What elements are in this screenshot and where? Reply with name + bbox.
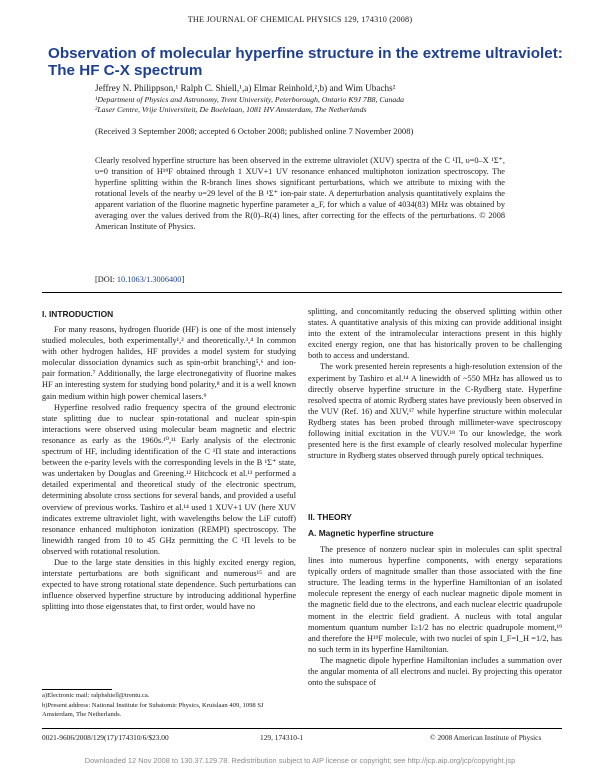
intro-paragraph-4: splitting, and concomitantly reducing the observed splitting within other states. A quantitative analysis of this mixing can provide additional insight into the extent of the intramolecular interactions present in this highly excited energy region, one that has historically proven to be challenging both to access and understand. bbox=[308, 307, 562, 361]
footer-divider bbox=[42, 728, 562, 729]
subsection-heading-hyperfine: A. Magnetic hyperfine structure bbox=[308, 528, 434, 538]
footnote-divider bbox=[42, 689, 112, 690]
doi-open: [DOI: bbox=[95, 275, 117, 284]
section-heading-theory: II. THEORY bbox=[308, 512, 352, 522]
left-column bbox=[42, 324, 296, 612]
section-heading-introduction: I. INTRODUCTION bbox=[42, 309, 114, 319]
affiliation-2: ²Laser Centre, Vrije Universiteit, De Boelelaan, 1081 HV Amsterdam, The Netherlands bbox=[95, 105, 367, 114]
header-divider bbox=[42, 292, 562, 293]
theory-paragraph-2: The magnetic dipole hyperfine Hamiltonian includes a summation over the angular momenta of all electrons and nuclei. By projecting this operator onto the subspace of bbox=[308, 655, 562, 688]
doi-line bbox=[95, 275, 184, 284]
footnote-b: b)Present address: National Institute for Subatomic Physics, Kruislaan 409, 1098 SJ Amsterdam, The Netherlands. bbox=[42, 702, 264, 718]
doi-link[interactable]: 10.1063/1.3006400 bbox=[116, 275, 182, 284]
doi-close: ] bbox=[181, 275, 185, 284]
download-notice: Downloaded 12 Nov 2008 to 130.37.129.78. Redistribution subject to AIP license or copyright; see http://jcp.aip.org/jcp/copyright.jsp bbox=[84, 756, 516, 765]
running-head: THE JOURNAL OF CHEMICAL PHYSICS 129, 174310 (2008) bbox=[187, 15, 413, 24]
footer-issn: 0021-9606/2008/129(17)/174310/6/$23.00 bbox=[42, 733, 169, 742]
footnote-a: a)Electronic mail: ralphshiell@trentu.ca. bbox=[42, 692, 150, 699]
footer-copyright: © 2008 American Institute of Physics bbox=[430, 733, 542, 742]
intro-paragraph-1: For many reasons, hydrogen fluoride (HF) is one of the most intensely studied molecules, both experimentally¹,² and theoretically.³,⁴ In common with other hydrogen halides, HF provides a model system for studying molecular dissociation dynamics such as spin-orbit branching⁵,⁶ and ion-pair formation.⁷ Additionally, the large electronegativity of fluorine makes HF an interesting system for studying bond polarity,⁸ and it is a well known gain medium within high power chemical lasers.⁹ bbox=[42, 325, 296, 401]
abstract: Clearly resolved hyperfine structure has been observed in the extreme ultraviolet (XUV) spectra of the C ¹Π, υ=0–X ¹Σ⁺, υ=0 transition of H¹⁹F obtained through 1 XUV+1 UV resonance enhanced multiphoton ionization spectroscopy. The hyperfine splitting within the R-branch lines shows significant perturbations, which we attribute to mixing with the rotational levels of the nearby υ=29 level of the B ¹Σ⁺ ion-pair state. A deperturbation analysis quantitatively explains the apparent variation of the fluorine magnetic hyperfine parameter a_F, for which a value of 4034(83) MHz was obtained by averaging over the values derived from the R(0)–R(4) lines, after correcting for the effects of the perturbations. © 2008 American Institute of Physics. bbox=[95, 156, 505, 231]
intro-paragraph-5: The work presented herein represents a high-resolution extension of the experiment by Tashiro et al.¹⁴ A linewidth of ~550 MHz has allowed us to directly observe hyperfine structure in the C-Rydberg state. Hyperfine resolved spectra of atomic Rydberg states have previously been observed in the VUV (Ref. 16) and XUV,¹⁷ while hyperfine structure within molecular Rydberg states has been probed through millimeter-wave spectroscopy following initial excitation in the VUV.¹⁸ To our knowledge, the work presented here is the first example of clearly resolved molecular hyperfine structure in Rydberg states observed through purely optical techniques. bbox=[308, 362, 562, 461]
right-column-bottom bbox=[308, 544, 562, 688]
theory-paragraph-1: The presence of nonzero nuclear spin in molecules can split spectral lines into numerous hyperfine components, with energy separations typically orders of magnitude smaller than those associated with the fine structure. The leading terms in the hyperfine Hamiltonian of an isolated molecule represent the energy of each nuclear magnetic dipole moment in the magnetic field due to the electrons, and each nuclear electric quadrupole moment in the electric field gradient. A nucleus with total angular momentum quantum number I≥1/2 has no electric quadrupole moment,¹⁹ and therefore the H¹⁹F molecule, with two nuclei of spin I_F=I_H =1/2, has no such term in its hyperfine Hamiltonian. bbox=[308, 545, 562, 654]
intro-paragraph-2: Hyperfine resolved radio frequency spectra of the ground electronic state splitting due to nuclear spin-rotational and nuclear spin-spin interactions were observed using molecular beam magnetic and electric resonance as early as the 1960s.¹⁰,¹¹ Early analysis of the electronic spectrum of HF, including identification of the C ¹Π state and interactions between the e-parity levels with the corresponding levels in the B ¹Σ⁺ state, was undertaken by Douglas and Greening.¹² Hitchcock et al.¹³ performed a detailed experimental and theoretical study of the electronic spectrum, determining absolute cross sections for several bands, and provided a useful overview of previous works. Tashiro et al.¹⁴ used 1 XUV+1 UV (here XUV indicates extreme ultraviolet light, with wavelengths below the LiF cutoff) resonance enhanced multiphoton ionization (REMPI) spectroscopy. The linewidth ranged from 10 to 45 GHz permitting the C ¹Π levels to be observed with rotational resolution. bbox=[42, 402, 296, 556]
intro-paragraph-3: Due to the large state densities in this highly excited energy region, interstate perturbations are both significant and numerous¹⁵ and are expected to have strong rotational state dependence. Such perturbations can influence observed hyperfine structure by introducing additional hyperfine splitting into those eigenstates that, to first order, would have no bbox=[42, 557, 296, 612]
right-column-top bbox=[308, 306, 562, 461]
received-dates: (Received 3 September 2008; accepted 6 October 2008; published online 7 November 2008) bbox=[95, 126, 414, 136]
footer-page-number: 129, 174310-1 bbox=[260, 733, 304, 742]
author-list: Jeffrey N. Philippson,¹ Ralph C. Shiell,¹,a) Elmar Reinhold,²,b) and Wim Ubachs² bbox=[95, 83, 396, 93]
affiliation-1: ¹Department of Physics and Astronomy, Trent University, Peterborough, Ontario K9J 7B8, Canada bbox=[95, 95, 405, 104]
paper-title: Observation of molecular hyperfine structure in the extreme ultraviolet: The HF C-X spectrum bbox=[48, 45, 563, 79]
